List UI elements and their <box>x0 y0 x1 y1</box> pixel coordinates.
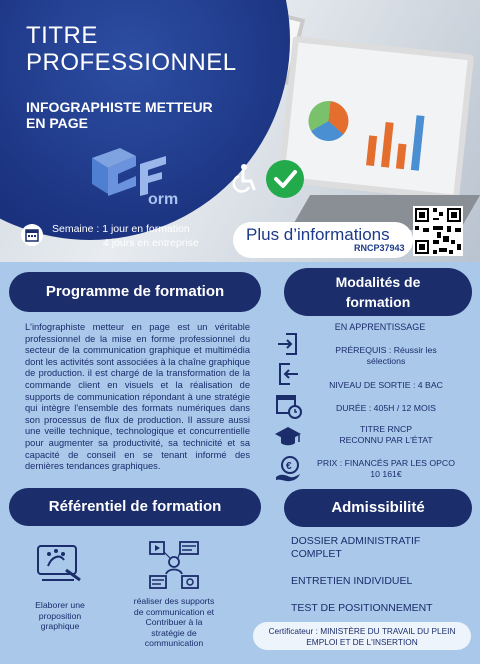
logout-icon <box>274 360 302 388</box>
referentiel-item-1-line-1: Elaborer une <box>35 600 85 610</box>
referentiel-item-2-line-2: de communication et <box>133 606 215 617</box>
certificateur-line-2: EMPLOI ET DE L'INSERTION <box>306 636 418 647</box>
more-info-label[interactable]: Plus d’informations <box>246 225 390 244</box>
referentiel-item-2-line-5: communication <box>144 638 204 649</box>
calendar-icon <box>21 224 43 246</box>
calendar-clock-icon <box>274 391 302 419</box>
modalites-heading-line-1: Modalités de <box>335 274 421 290</box>
titre-rncp-text <box>306 424 466 446</box>
subtitle <box>26 99 266 131</box>
dossier-line-2: COMPLET <box>291 548 342 560</box>
subtitle-line-1: INFOGRAPHISTE METTEUR <box>26 99 213 115</box>
qr-code-icon[interactable] <box>413 206 463 256</box>
graduation-cap-icon <box>274 423 302 451</box>
laptop-screen-photo <box>278 36 474 201</box>
subtitle-line-2: EN PAGE <box>26 115 88 131</box>
certificateur-line-1: Certificateur : MINISTÈRE DU TRAVAIL DU PLEIN <box>268 626 456 636</box>
euro-hand-icon <box>274 455 302 483</box>
dossier-text <box>291 535 420 561</box>
bar-photo <box>411 115 425 171</box>
programme-heading: Programme de formation <box>9 272 261 312</box>
company-logo <box>82 146 192 206</box>
modalites-heading-line-2: formation <box>345 294 411 310</box>
referentiel-item-2-line-1: réaliser des supports <box>133 596 215 606</box>
test-text: TEST DE POSITIONNEMENT <box>291 602 433 614</box>
prix-text <box>306 458 466 480</box>
semaine-line-2: 4 jours en entreprise <box>103 237 199 249</box>
title-line-1: TITRE <box>26 22 98 49</box>
prerequis-text <box>306 345 466 367</box>
referentiel-heading: Référentiel de formation <box>9 488 261 526</box>
titre-rncp-line-1: TITRE RNCP <box>359 424 413 434</box>
bar-photo <box>396 143 407 169</box>
semaine-line-1: Semaine : 1 jour en formation <box>52 223 190 235</box>
niveau-sortie-text: NIVEAU DE SORTIE : 4 BAC <box>329 380 443 390</box>
logo-text: orm <box>148 191 179 206</box>
design-tablet-icon <box>34 540 84 586</box>
prix-line-1: PRIX : FINANCÉS PAR LES OPCO <box>317 458 455 468</box>
prix-line-2: 10 161€ <box>370 469 402 479</box>
bar-photo <box>381 122 394 168</box>
entretien-text: ENTRETIEN INDIVIDUEL <box>291 575 413 587</box>
bar-photo <box>366 135 377 166</box>
referentiel-item-1-line-3: graphique <box>40 621 80 632</box>
svg-text:€: € <box>286 461 292 472</box>
referentiel-item-2-line-3: Contribuer à la <box>145 617 203 628</box>
referentiel-item-2 <box>112 596 236 649</box>
modalites-heading <box>284 268 472 316</box>
referentiel-item-1 <box>24 600 96 632</box>
prerequis-line-1: PRÉREQUIS : Réussir les <box>335 345 437 355</box>
page-title <box>26 22 237 76</box>
programme-text: L'infographiste metteur en page est un véritable professionnel de la mise en forme professionnel du secteur de la communication graphique et multimédia dont les activités sont associées à la chaîne graphique de production. il est chargé de la transformation de la commande client en visuels et la réalisation de supports de communication répondant à une stratégie qui intègre l'ensemble des formats numériques dans son processus de flux de production. Il assure aussi une veille technique, technologique et concurrentielle pour augmenter sa productivité, sa technicité et sa capacité de conseil en se tenant informé des dernières tendances graphiques. <box>25 322 250 472</box>
media-network-icon <box>148 540 200 590</box>
prerequis-line-2: sélections <box>366 356 406 366</box>
title-line-2: PROFESSIONNEL <box>26 49 237 76</box>
duree-text: DURÉE : 405H / 12 MOIS <box>336 403 436 413</box>
admissibilite-heading: Admissibilité <box>284 489 472 527</box>
referentiel-item-2-line-4: stratégie de <box>151 627 197 638</box>
login-icon <box>274 330 302 358</box>
certificateur-box <box>253 622 471 650</box>
titre-rncp-line-2: RECONNU PAR L'ÉTAT <box>339 435 433 445</box>
referentiel-item-1-line-2: proposition <box>38 610 82 621</box>
dossier-line-1: DOSSIER ADMINISTRATIF <box>291 535 421 547</box>
rncp-code: RNCP37943 <box>354 243 405 253</box>
wheelchair-icon <box>228 162 260 194</box>
pie-chart-photo <box>306 99 350 143</box>
apprentissage-label: EN APPRENTISSAGE <box>334 322 426 332</box>
check-icon <box>266 160 304 198</box>
